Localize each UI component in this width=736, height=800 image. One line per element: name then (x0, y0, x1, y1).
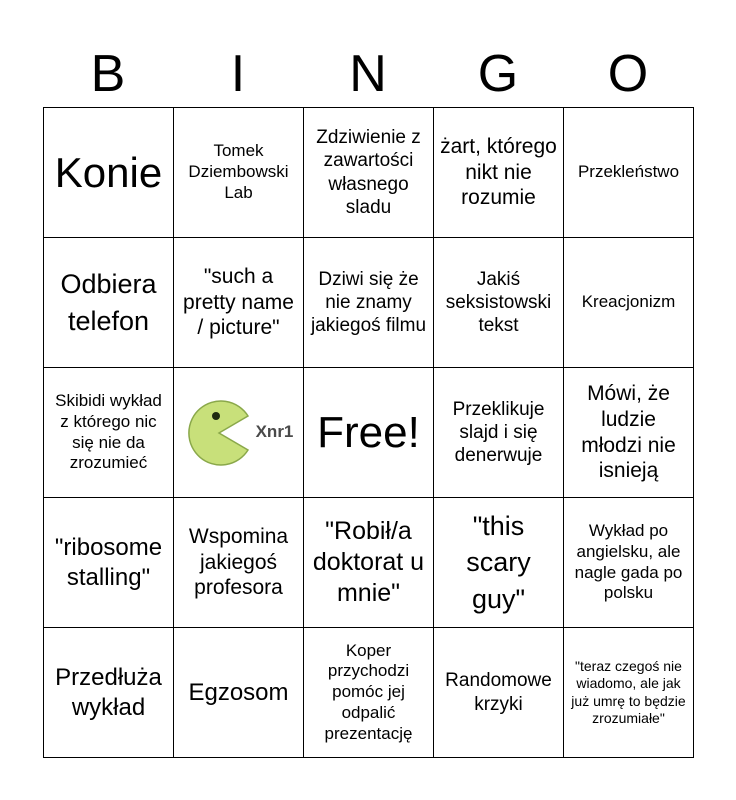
bingo-header (43, 40, 693, 108)
header-letter-i: I (230, 45, 246, 103)
bingo-cell[interactable]: "such a pretty name / picture" (174, 238, 304, 368)
bingo-cell[interactable]: Przedłuża wykład (44, 628, 174, 758)
pacman-logo-icon (184, 398, 254, 468)
bingo-cell[interactable]: Konie (44, 108, 174, 238)
xnr1-logo (180, 398, 297, 468)
bingo-cell[interactable]: Wspomina jakiegoś profesora (174, 498, 304, 628)
bingo-cell[interactable]: "this scary guy" (434, 498, 564, 628)
bingo-cell[interactable]: Mówi, że ludzie młodzi nie isnieją (564, 368, 694, 498)
bingo-row (44, 628, 694, 758)
bingo-row (44, 238, 694, 368)
header-letter-o: O (607, 45, 649, 103)
bingo-cell[interactable]: Dziwi się że nie znamy jakiegoś filmu (304, 238, 434, 368)
bingo-cell[interactable]: Tomek Dziembowski Lab (174, 108, 304, 238)
bingo-cell[interactable]: Odbiera telefon (44, 238, 174, 368)
bingo-cell[interactable]: Przeklikuje slajd i się denerwuje (434, 368, 564, 498)
header-letter-g: G (477, 45, 519, 103)
bingo-cell[interactable]: "Robił/a doktorat u mnie" (304, 498, 434, 628)
bingo-cell[interactable]: Zdziwienie z zawartości własnego sladu (304, 108, 434, 238)
bingo-cell[interactable]: Koper przychodzi pomóc jej odpalić prezentację (304, 628, 434, 758)
bingo-cell[interactable]: żart, którego nikt nie rozumie (434, 108, 564, 238)
header-letter-n: N (349, 45, 387, 103)
header-letter-b: B (90, 45, 126, 103)
bingo-cell[interactable]: Kreacjonizm (564, 238, 694, 368)
bingo-cell[interactable]: "ribosome stalling" (44, 498, 174, 628)
bingo-row (44, 498, 694, 628)
bingo-cell[interactable]: Egzosom (174, 628, 304, 758)
bingo-row (44, 108, 694, 238)
bingo-cell[interactable]: Jakiś seksistowski tekst (434, 238, 564, 368)
bingo-cell[interactable]: "teraz czegoś nie wiadomo, ale jak już umrę to będzie zrozumiałe" (564, 628, 694, 758)
bingo-row (44, 368, 694, 498)
bingo-card (43, 107, 694, 758)
free-cell[interactable]: Free! (304, 368, 434, 498)
bingo-cell[interactable]: Randomowe krzyki (434, 628, 564, 758)
bingo-cell-image[interactable] (174, 368, 304, 498)
bingo-cell[interactable]: Skibidi wykład z którego nic się nie da zrozumieć (44, 368, 174, 498)
bingo-cell[interactable]: Przekleństwo (564, 108, 694, 238)
logo-text: Xnr1 (255, 422, 294, 442)
bingo-cell[interactable]: Wykład po angielsku, ale nagle gada po polsku (564, 498, 694, 628)
